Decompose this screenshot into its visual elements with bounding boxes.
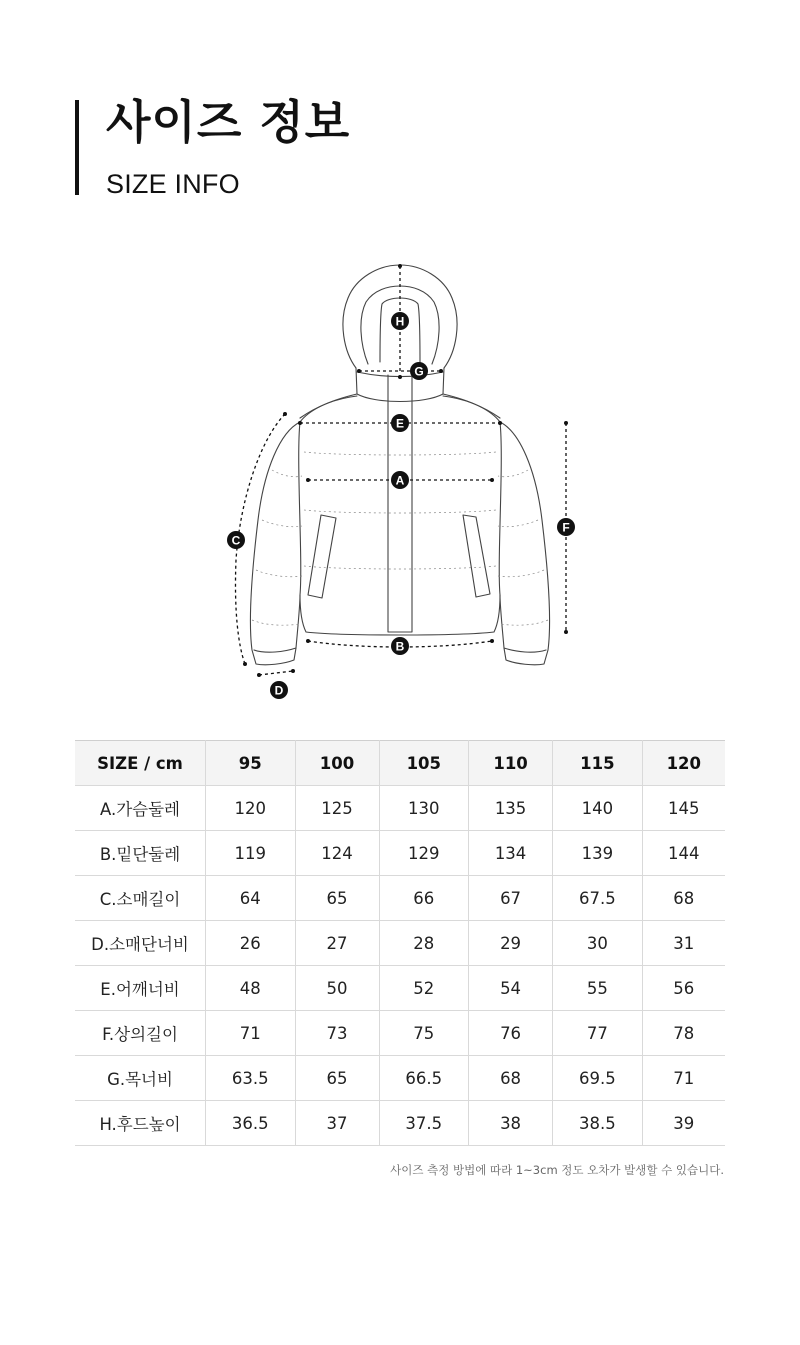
measurement-note: 사이즈 측정 방법에 따라 1~3cm 정도 오차가 발생할 수 있습니다. bbox=[390, 1163, 724, 1177]
table-cell: 64 bbox=[206, 876, 296, 921]
table-cell: 66 bbox=[379, 876, 469, 921]
table-cell: 119 bbox=[206, 831, 296, 876]
left-sleeve bbox=[250, 422, 300, 665]
table-cell: 28 bbox=[379, 921, 469, 966]
svg-text:D: D bbox=[274, 683, 284, 698]
table-cell: 65 bbox=[295, 1056, 379, 1101]
table-row bbox=[75, 921, 725, 966]
marker-b bbox=[391, 637, 409, 655]
table-cell: 120 bbox=[206, 786, 296, 831]
table-cell: 65 bbox=[295, 876, 379, 921]
table-cell: 69.5 bbox=[553, 1056, 643, 1101]
svg-text:G: G bbox=[414, 364, 424, 379]
measure-line-d bbox=[259, 671, 293, 675]
table-cell: 31 bbox=[642, 921, 725, 966]
column-header: 115 bbox=[553, 741, 643, 786]
table-row bbox=[75, 786, 725, 831]
svg-text:H: H bbox=[395, 314, 405, 329]
table-row bbox=[75, 876, 725, 921]
row-label: F.상의길이 bbox=[75, 1011, 206, 1056]
table-cell: 38 bbox=[469, 1101, 553, 1146]
row-label: E.어깨너비 bbox=[75, 966, 206, 1011]
table-cell: 56 bbox=[642, 966, 725, 1011]
table-cell: 55 bbox=[553, 966, 643, 1011]
table-cell: 140 bbox=[553, 786, 643, 831]
table-cell: 52 bbox=[379, 966, 469, 1011]
marker-h bbox=[391, 312, 409, 330]
table-cell: 129 bbox=[379, 831, 469, 876]
table-cell: 29 bbox=[469, 921, 553, 966]
jacket-measurement-diagram bbox=[0, 240, 800, 720]
table-row bbox=[75, 1011, 725, 1056]
column-header: 120 bbox=[642, 741, 725, 786]
row-label: A.가슴둘레 bbox=[75, 786, 206, 831]
marker-c bbox=[227, 531, 245, 549]
table-cell: 37 bbox=[295, 1101, 379, 1146]
table-cell: 130 bbox=[379, 786, 469, 831]
table-cell: 27 bbox=[295, 921, 379, 966]
marker-e bbox=[391, 414, 409, 432]
table-row bbox=[75, 1056, 725, 1101]
collar bbox=[356, 368, 444, 402]
marker-f bbox=[557, 518, 575, 536]
table-cell: 78 bbox=[642, 1011, 725, 1056]
table-row bbox=[75, 1101, 725, 1146]
size-table bbox=[75, 740, 725, 1146]
table-cell: 38.5 bbox=[553, 1101, 643, 1146]
table-cell: 71 bbox=[206, 1011, 296, 1056]
zipper-placket bbox=[388, 375, 412, 632]
table-cell: 39 bbox=[642, 1101, 725, 1146]
table-cell: 139 bbox=[553, 831, 643, 876]
svg-text:B: B bbox=[395, 639, 405, 654]
right-sleeve bbox=[500, 422, 550, 665]
table-cell: 145 bbox=[642, 786, 725, 831]
svg-text:A: A bbox=[395, 473, 405, 488]
marker-a bbox=[391, 471, 409, 489]
table-cell: 37.5 bbox=[379, 1101, 469, 1146]
column-header: 110 bbox=[469, 741, 553, 786]
table-cell: 30 bbox=[553, 921, 643, 966]
table-cell: 50 bbox=[295, 966, 379, 1011]
title-accent-bar bbox=[75, 100, 79, 195]
svg-text:F: F bbox=[562, 520, 570, 535]
marker-d bbox=[270, 681, 288, 699]
table-cell: 77 bbox=[553, 1011, 643, 1056]
right-pocket bbox=[463, 515, 490, 597]
table-cell: 68 bbox=[469, 1056, 553, 1101]
page-title: 사이즈 정보 bbox=[106, 95, 351, 149]
table-header-row bbox=[75, 741, 725, 786]
column-header: SIZE / cm bbox=[75, 741, 206, 786]
column-header: 95 bbox=[206, 741, 296, 786]
table-cell: 135 bbox=[469, 786, 553, 831]
row-label: B.밑단둘레 bbox=[75, 831, 206, 876]
table-cell: 144 bbox=[642, 831, 725, 876]
table-cell: 67.5 bbox=[553, 876, 643, 921]
table-cell: 124 bbox=[295, 831, 379, 876]
row-label: D.소매단너비 bbox=[75, 921, 206, 966]
svg-text:C: C bbox=[231, 533, 241, 548]
column-header: 100 bbox=[295, 741, 379, 786]
row-label: C.소매길이 bbox=[75, 876, 206, 921]
table-cell: 66.5 bbox=[379, 1056, 469, 1101]
left-pocket bbox=[308, 515, 336, 598]
svg-text:E: E bbox=[395, 416, 405, 431]
table-cell: 71 bbox=[642, 1056, 725, 1101]
row-label: G.목너비 bbox=[75, 1056, 206, 1101]
table-cell: 68 bbox=[642, 876, 725, 921]
marker-g bbox=[410, 362, 428, 380]
table-cell: 67 bbox=[469, 876, 553, 921]
table-cell: 73 bbox=[295, 1011, 379, 1056]
column-header: 105 bbox=[379, 741, 469, 786]
table-cell: 48 bbox=[206, 966, 296, 1011]
table-cell: 36.5 bbox=[206, 1101, 296, 1146]
table-cell: 134 bbox=[469, 831, 553, 876]
table-cell: 76 bbox=[469, 1011, 553, 1056]
table-cell: 26 bbox=[206, 921, 296, 966]
table-cell: 75 bbox=[379, 1011, 469, 1056]
row-label: H.후드높이 bbox=[75, 1101, 206, 1146]
table-row bbox=[75, 831, 725, 876]
page-subtitle: SIZE INFO bbox=[106, 169, 240, 199]
table-cell: 63.5 bbox=[206, 1056, 296, 1101]
table-cell: 54 bbox=[469, 966, 553, 1011]
table-row bbox=[75, 966, 725, 1011]
table-cell: 125 bbox=[295, 786, 379, 831]
